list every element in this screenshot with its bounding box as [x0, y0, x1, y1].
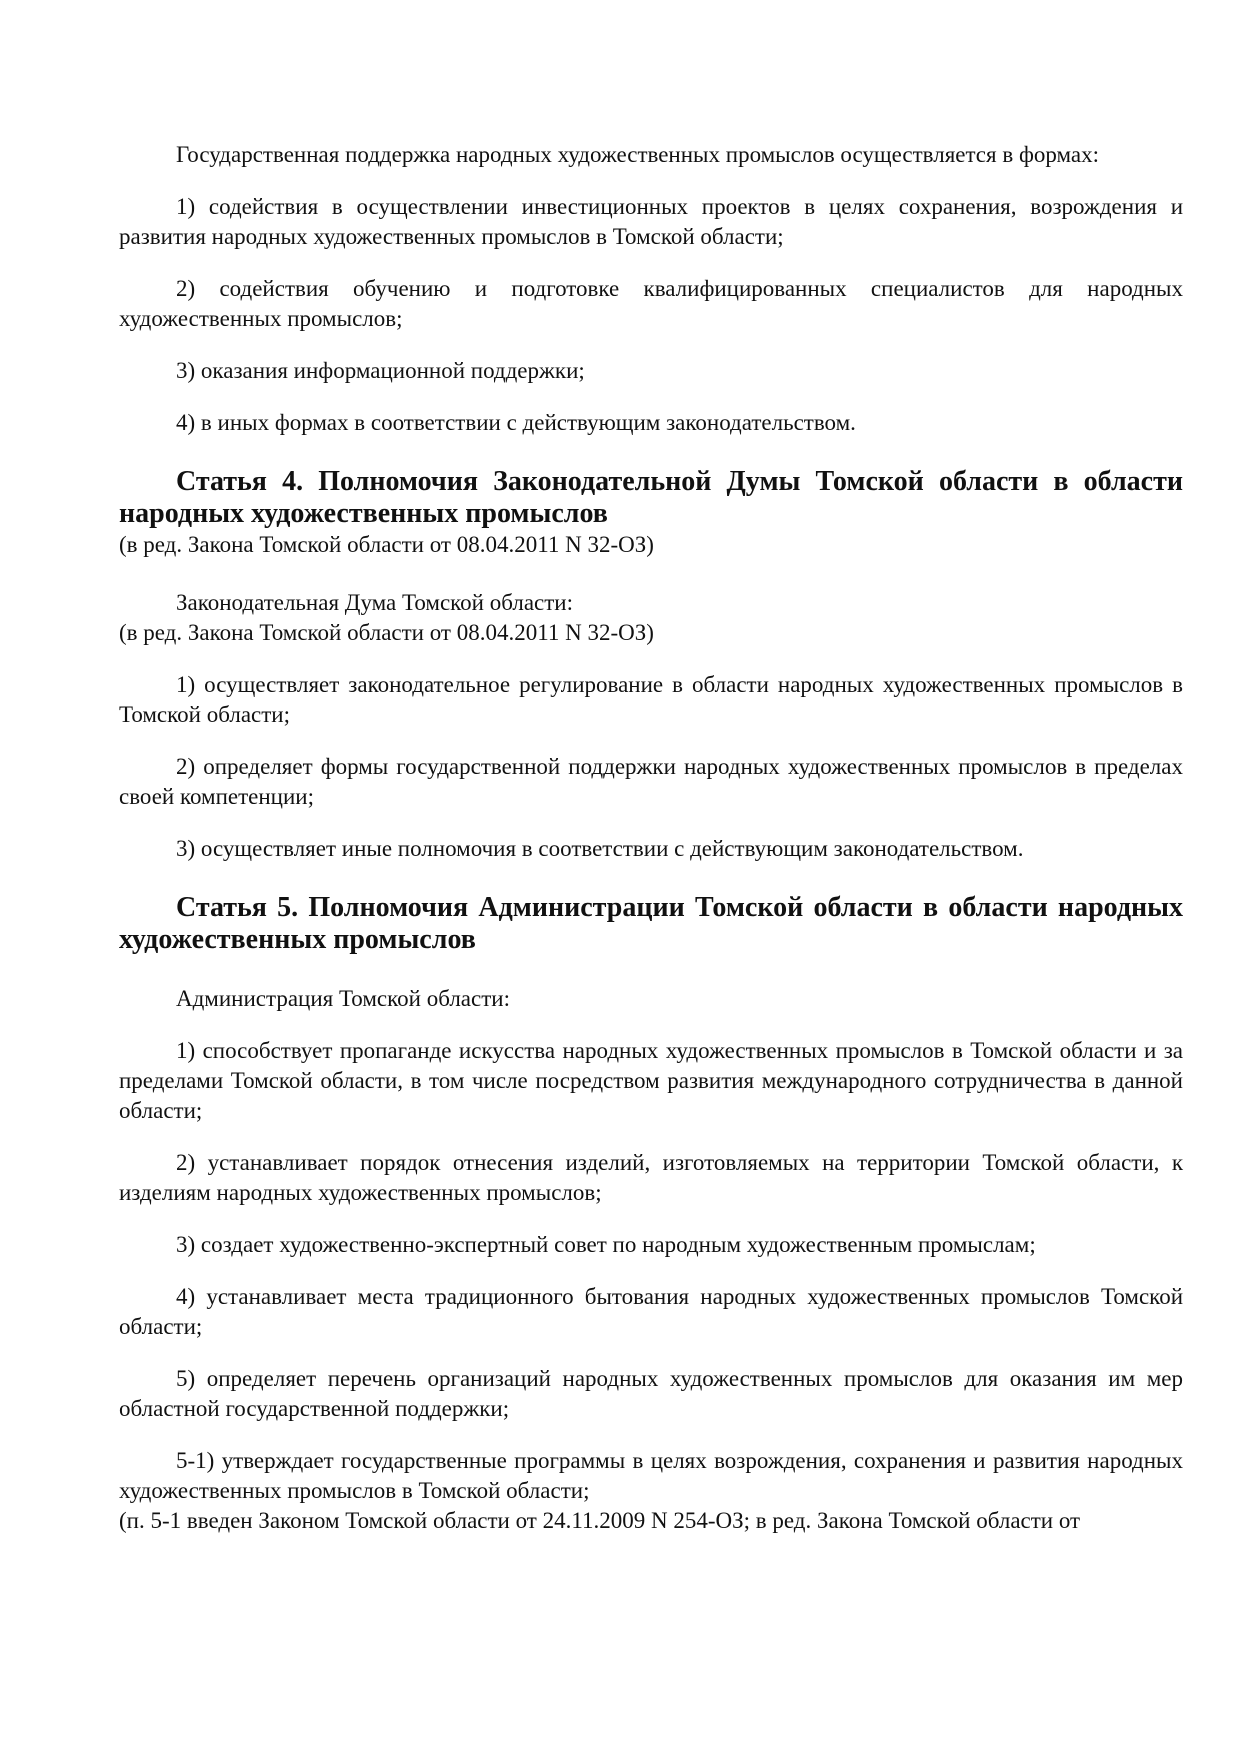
intro-item: 4) в иных формах в соответствии с действующим законодательством.	[176, 410, 856, 435]
article-5-heading: Статья 5. Полномочия Администрации Томской области в области народных художественных промыслов	[119, 892, 1183, 955]
article-4-lead: Законодательная Дума Томской области:	[176, 590, 573, 615]
article-4-item: 2) определяет формы государственной поддержки народных художественных промыслов в пределах своей компетенции;	[119, 754, 1183, 809]
intro-item: 2) содействия обучению и подготовке квалифицированных специалистов для народных художественных промыслов;	[119, 276, 1183, 331]
article-5-item: 4) устанавливает места традиционного бытования народных художественных промыслов Томской области;	[119, 1284, 1183, 1339]
article-5-item: 3) создает художественно-экспертный совет по народным художественным промыслам;	[176, 1232, 1036, 1257]
article-4-heading: Статья 4. Полномочия Законодательной Думы Томской области в области народных художественных промыслов	[119, 466, 1183, 529]
article-4-edition-note: (в ред. Закона Томской области от 08.04.2011 N 32-ОЗ)	[119, 532, 654, 557]
article-5-item: 2) устанавливает порядок отнесения изделий, изготовляемых на территории Томской области, к изделиям народных художественных промыслов;	[119, 1150, 1183, 1205]
intro-item: 3) оказания информационной поддержки;	[176, 358, 585, 383]
intro-paragraph: Государственная поддержка народных художественных промыслов осуществляется в формах:	[176, 142, 1100, 167]
document-page	[119, 140, 1183, 1536]
article-4-item: 1) осуществляет законодательное регулирование в области народных художественных промыслов в Томской области;	[119, 672, 1183, 727]
article-4-item: 3) осуществляет иные полномочия в соответствии с действующим законодательством.	[176, 836, 1024, 861]
article-5-item: 1) способствует пропаганде искусства народных художественных промыслов в Томской области и за пределами Томской области, в том числе посредством развития международного сотрудничества в данной области;	[119, 1038, 1183, 1123]
article-4-lead-note: (в ред. Закона Томской области от 08.04.2011 N 32-ОЗ)	[119, 620, 654, 645]
article-5-item: 5-1) утверждает государственные программы в целях возрождения, сохранения и развития народных художественных промыслов в Томской области;	[119, 1448, 1183, 1503]
article-5-lead: Администрация Томской области:	[176, 986, 510, 1011]
article-5-last-note: (п. 5-1 введен Законом Томской области от 24.11.2009 N 254-ОЗ; в ред. Закона Томской области от	[119, 1508, 1081, 1533]
intro-item: 1) содействия в осуществлении инвестиционных проектов в целях сохранения, возрождения и развития народных художественных промыслов в Томской области;	[119, 194, 1183, 249]
article-5-item: 5) определяет перечень организаций народных художественных промыслов для оказания им мер областной государственной поддержки;	[119, 1366, 1183, 1421]
